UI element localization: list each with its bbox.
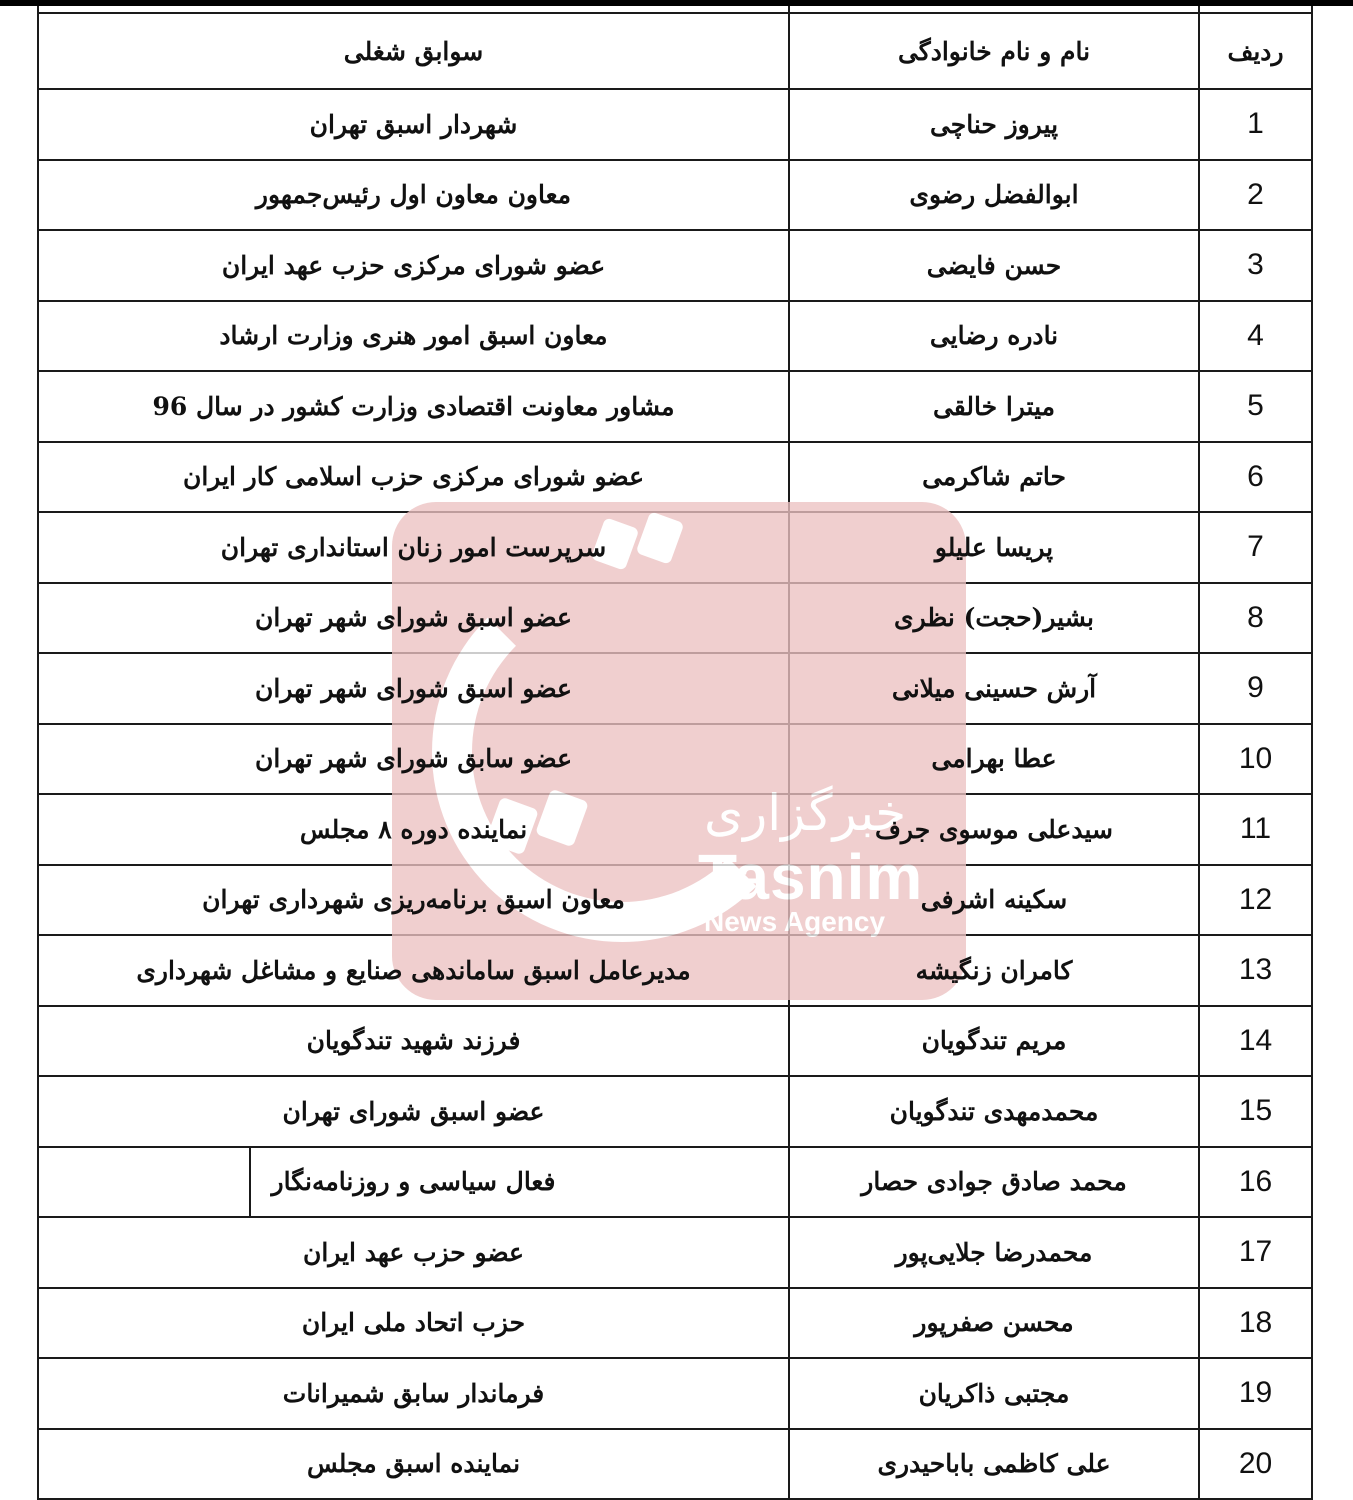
row-job: حزب اتحاد ملی ایران [38, 1288, 789, 1359]
row-job: فرزند شهید تندگویان [38, 1006, 789, 1077]
row-rank: 13 [1199, 935, 1312, 1006]
row-rank: 5 [1199, 371, 1312, 442]
table-row [38, 301, 1312, 372]
row-job: نماینده اسبق مجلس [38, 1429, 789, 1500]
row-rank: 7 [1199, 512, 1312, 583]
row-job-text: فعال سیاسی و روزنامه‌نگار [271, 1167, 556, 1197]
table-row [38, 583, 1312, 654]
spacer-cell [38, 6, 789, 13]
row-name: مجتبی ذاکریان [789, 1358, 1199, 1429]
watermark-brand-text: Tasnim [698, 841, 924, 913]
row-rank: 20 [1199, 1429, 1312, 1500]
row-job: سرپرست امور زنان استانداری تهران [38, 512, 789, 583]
row-name: نادره رضایی [789, 301, 1199, 372]
table-row [38, 230, 1312, 301]
row-name: ابوالفضل رضوی [789, 160, 1199, 231]
header-job: سوابق شغلی [38, 13, 789, 89]
row-job: معاون اسبق برنامه‌ریزی شهرداری تهران [38, 865, 789, 936]
row-name: میترا خالقی [789, 371, 1199, 442]
row-job: مشاور معاونت اقتصادی وزارت کشور در سال 96 [38, 371, 789, 442]
row-rank: 17 [1199, 1217, 1312, 1288]
table-row [38, 89, 1312, 160]
row-rank: 15 [1199, 1076, 1312, 1147]
table-row [38, 1147, 1312, 1218]
spacer-cell [1199, 6, 1312, 13]
row-rank: 9 [1199, 653, 1312, 724]
table-row [38, 371, 1312, 442]
row-rank: 11 [1199, 794, 1312, 865]
row-rank: 10 [1199, 724, 1312, 795]
row-name: آرش حسینی میلانی [789, 653, 1199, 724]
row-rank: 19 [1199, 1358, 1312, 1429]
row-name: عطا بهرامی [789, 724, 1199, 795]
table-row [38, 1076, 1312, 1147]
row-name: پیروز حناچی [789, 89, 1199, 160]
stray-cell-border [249, 1148, 251, 1217]
row-job: عضو اسبق شورای شهر تهران [38, 583, 789, 654]
row-name: سکینه اشرفی [789, 865, 1199, 936]
row-job: عضو اسبق شورای شهر تهران [38, 653, 789, 724]
row-job [38, 1147, 789, 1218]
row-rank: 18 [1199, 1288, 1312, 1359]
candidates-table [37, 6, 1313, 1500]
row-rank: 3 [1199, 230, 1312, 301]
table-row [38, 935, 1312, 1006]
row-job: معاون اسبق امور هنری وزارت ارشاد [38, 301, 789, 372]
table-row [38, 1429, 1312, 1500]
row-name: سیدعلی موسوی جرف [789, 794, 1199, 865]
row-name: کامران زنگیشه [789, 935, 1199, 1006]
table-row [38, 1288, 1312, 1359]
row-rank: 12 [1199, 865, 1312, 936]
row-job: فرماندار سابق شمیرانات [38, 1358, 789, 1429]
table-row [38, 160, 1312, 231]
table-row [38, 865, 1312, 936]
row-name: مریم تندگویان [789, 1006, 1199, 1077]
row-job: عضو حزب عهد ایران [38, 1217, 789, 1288]
row-name: حسن فایضی [789, 230, 1199, 301]
table-row [38, 512, 1312, 583]
row-rank: 16 [1199, 1147, 1312, 1218]
table-row [38, 1006, 1312, 1077]
row-rank: 2 [1199, 160, 1312, 231]
row-name: محسن صفرپور [789, 1288, 1199, 1359]
row-job: عضو سابق شورای شهر تهران [38, 724, 789, 795]
row-name: پریسا علیلو [789, 512, 1199, 583]
row-rank: 14 [1199, 1006, 1312, 1077]
row-rank: 1 [1199, 89, 1312, 160]
row-job: معاون معاون اول رئیس‌جمهور [38, 160, 789, 231]
row-job: نماینده دوره ۸ مجلس [38, 794, 789, 865]
header-name: نام و نام خانوادگی [789, 13, 1199, 89]
row-rank: 4 [1199, 301, 1312, 372]
watermark-subtitle-text: News Agency [704, 906, 886, 937]
table-row [38, 442, 1312, 513]
row-rank: 6 [1199, 442, 1312, 513]
row-job: عضو شورای مرکزی حزب عهد ایران [38, 230, 789, 301]
table-row [38, 1358, 1312, 1429]
watermark-persian-text: خبرگزاری [704, 784, 907, 842]
row-job: شهردار اسبق تهران [38, 89, 789, 160]
row-job: عضو شورای مرکزی حزب اسلامی کار ایران [38, 442, 789, 513]
row-name: محمد صادق جوادی حصار [789, 1147, 1199, 1218]
row-name: حاتم شاکرمی [789, 442, 1199, 513]
row-job: مدیرعامل اسبق ساماندهی صنایع و مشاغل شهرداری [38, 935, 789, 1006]
table-top-spacer [38, 6, 1312, 13]
row-job: عضو اسبق شورای تهران [38, 1076, 789, 1147]
table-row [38, 653, 1312, 724]
row-name: محمدرضا جلایی‌پور [789, 1217, 1199, 1288]
spacer-cell [789, 6, 1199, 13]
table-row [38, 724, 1312, 795]
table-header-row [38, 13, 1312, 89]
row-name: علی کاظمی باباحیدری [789, 1429, 1199, 1500]
table-row [38, 1217, 1312, 1288]
row-rank: 8 [1199, 583, 1312, 654]
header-rank: ردیف [1199, 13, 1312, 89]
row-name: محمدمهدی تندگویان [789, 1076, 1199, 1147]
row-name: بشیر(حجت) نظری [789, 583, 1199, 654]
table-row [38, 794, 1312, 865]
